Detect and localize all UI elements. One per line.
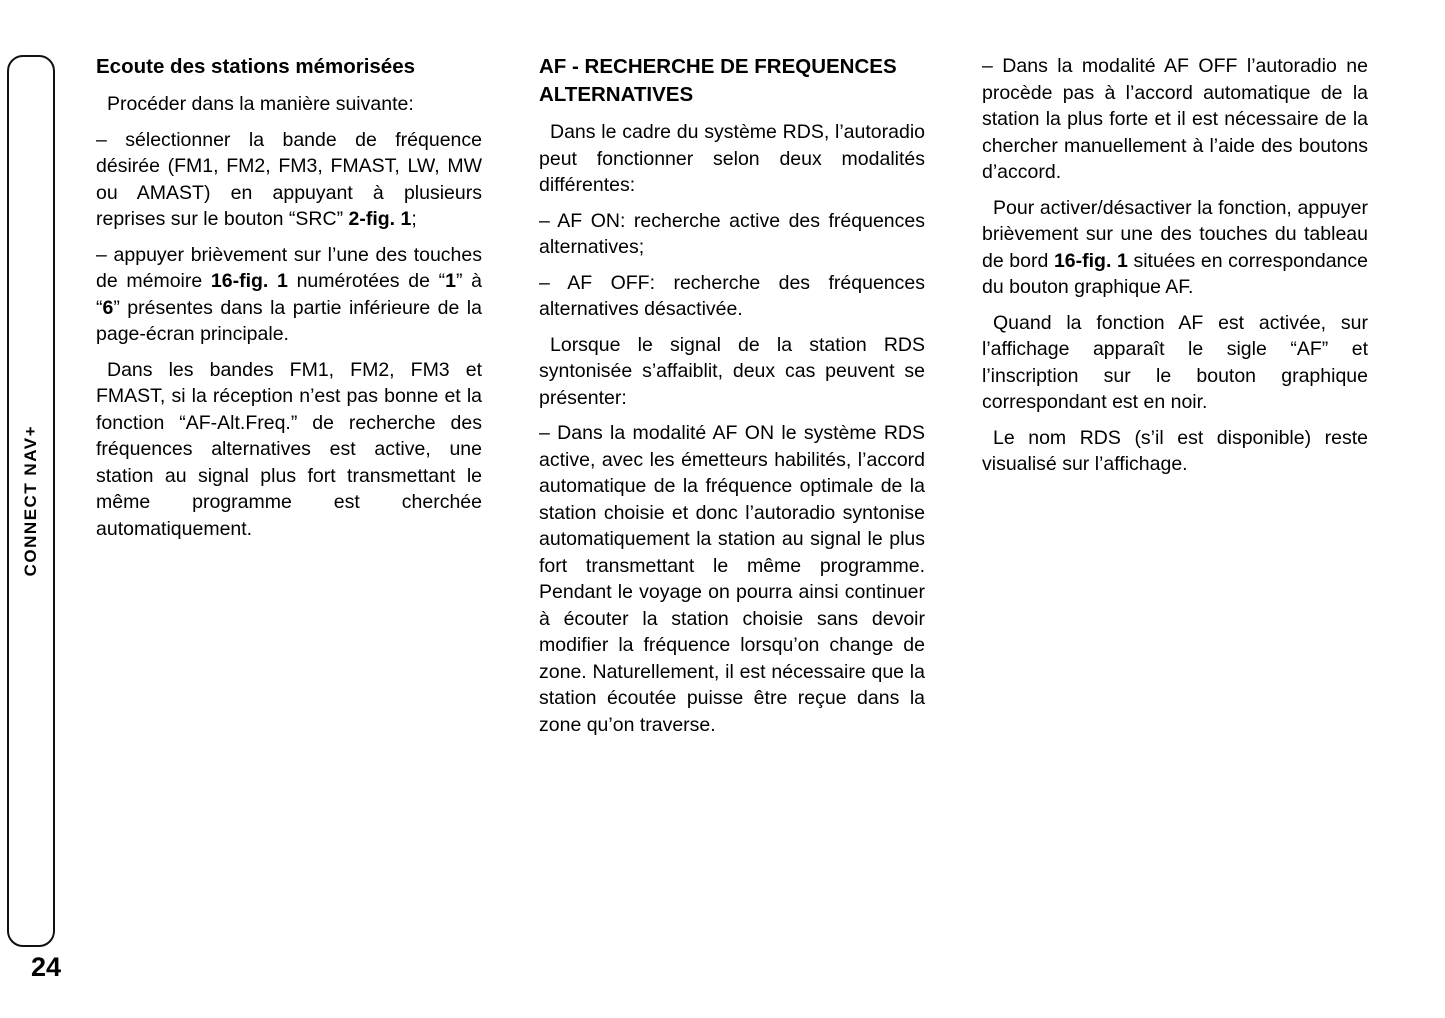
text-run: situées en correspondance du bouton graphique AF. <box>982 249 1368 298</box>
text-run: – AF OFF: recherche des fréquences alternatives désactivée. <box>539 271 925 320</box>
text-run: – appuyer brièvement sur l’une des touches de mémoire <box>96 243 482 292</box>
paragraph <box>982 195 1368 301</box>
paragraph <box>539 420 925 738</box>
bold-text-run: 1 <box>445 270 456 292</box>
text-run: Le nom RDS (s’il est disponible) reste visualisé sur l’affichage. <box>982 426 1368 475</box>
text-run: numérotées de “ <box>287 270 446 292</box>
column-1 <box>96 53 482 747</box>
paragraph <box>982 310 1368 416</box>
text-run: – sélectionner la bande de fréquence désirée (FM1, FM2, FM3, FMAST, LW, MW ou AMAST) en appuyant à plusieurs reprises sur le bouton “SRC” <box>96 128 482 230</box>
paragraph <box>539 270 925 323</box>
text-run: Quand la fonction AF est activée, sur l’affichage apparaît le sigle “AF” et l’inscription sur le bouton graphique correspondant est en noir. <box>982 311 1368 413</box>
side-tab-outline <box>7 55 55 947</box>
text-run: ; <box>411 208 417 230</box>
side-tab-label: CONNECT NAV+ <box>21 425 40 577</box>
paragraph <box>96 242 482 348</box>
paragraph <box>96 127 482 233</box>
text-run: – Dans la modalité AF ON le système RDS active, avec les émetteurs habilités, l’accord automatique de la fréquence optimale de la station choisie et donc l’autoradio syntonise automatiquement la station au signal le plus fort transmettant le même programme. Pendant le voyage on pourra ainsi continuer à écouter la station choisie sans devoir modifier la fréquence lorsqu’on change de zone. Naturellement, il est nécessaire que la station écoutée puisse être reçue dans la zone qu’on traverse. <box>539 422 925 736</box>
column-3 <box>982 53 1368 747</box>
page-number: 24 <box>31 952 62 982</box>
paragraph <box>96 357 482 543</box>
bold-text-run: 2-fig. 1 <box>348 208 412 230</box>
bold-text-run: 6 <box>102 296 114 319</box>
paragraph <box>982 425 1368 478</box>
text-run: Procéder dans la manière suivante: <box>107 93 414 115</box>
section-heading: Ecoute des stations mémorisées <box>96 55 416 78</box>
bold-text-run: 16-fig. 1 <box>1053 249 1128 272</box>
columns <box>96 53 1368 747</box>
text-run: Pour activer/désactiver la fonction, appuyer brièvement sur une des touches du tableau de bord <box>982 196 1368 272</box>
text-run: Dans les bandes FM1, FM2, FM3 et FMAST, si la réception n’est pas bonne et la fonction “AF-Alt.Freq.” de recherche des fréquences alternatives est active, une station au signal plus fort transmettant le même programme est cherchée automatiquement. <box>96 358 482 540</box>
column-2 <box>539 53 925 747</box>
text-run: ” à “ <box>96 270 483 319</box>
text-run: – Dans la modalité AF OFF l’autoradio ne procède pas à l’accord automatique de la station la plus forte et il est nécessaire de la chercher manuellement à l’aide des boutons d’accord. <box>982 55 1368 183</box>
text-run: Dans le cadre du système RDS, l’autoradio peut fonctionner selon deux modalités différentes: <box>539 121 925 196</box>
text-run: – AF ON: recherche active des fréquences alternatives; <box>539 209 925 258</box>
section-heading: AF - RECHERCHE DE FREQUENCES ALTERNATIVES <box>539 55 897 106</box>
paragraph <box>982 53 1368 186</box>
paragraph <box>539 119 925 199</box>
paragraph <box>96 91 482 118</box>
text-run: ” présentes dans la partie inférieure de la page-écran principale. <box>96 296 482 345</box>
paragraph <box>539 332 925 412</box>
text-run: Lorsque le signal de la station RDS syntonisée s’affaiblit, deux cas peuvent se présenter: <box>539 333 925 409</box>
bold-text-run: 16-fig. 1 <box>210 270 288 292</box>
paragraph <box>539 208 925 261</box>
